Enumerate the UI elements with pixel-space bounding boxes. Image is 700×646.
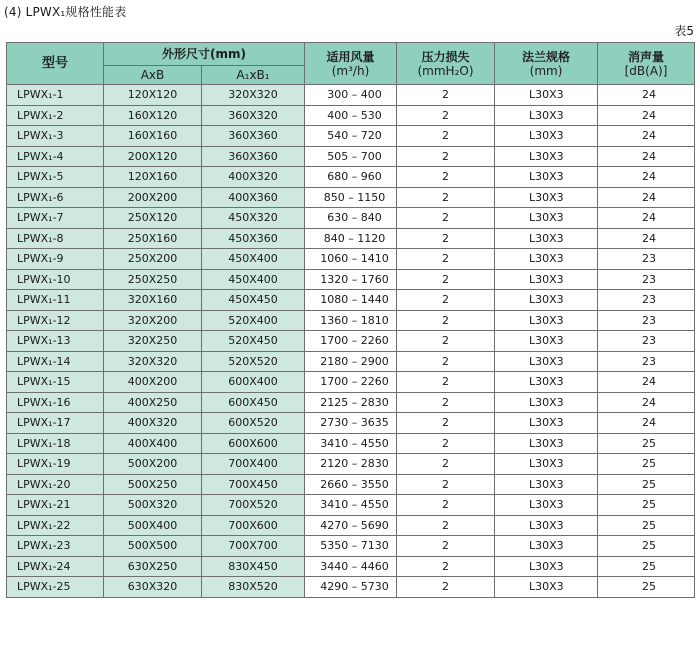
flange-cell: L30X3 — [495, 577, 598, 598]
flange-cell: L30X3 — [495, 310, 598, 331]
axb-cell: 250X120 — [104, 208, 202, 229]
pressure-cell: 2 — [397, 310, 495, 331]
noise-cell: 23 — [598, 351, 695, 372]
axb-cell: 500X500 — [104, 536, 202, 557]
flange-cell: L30X3 — [495, 146, 598, 167]
model-cell: LPWX₁-22 — [7, 515, 104, 536]
model-cell: LPWX₁-9 — [7, 249, 104, 270]
pressure-cell: 2 — [397, 413, 495, 434]
airflow-cell: 3410 – 4550 — [305, 433, 397, 454]
a1xb1-cell: 520X520 — [202, 351, 305, 372]
pressure-cell: 2 — [397, 290, 495, 311]
axb-cell: 320X320 — [104, 351, 202, 372]
header-airflow — [305, 43, 397, 85]
pressure-cell: 2 — [397, 536, 495, 557]
noise-cell: 25 — [598, 536, 695, 557]
pressure-cell: 2 — [397, 392, 495, 413]
header-noise-label: 消声量 — [628, 49, 665, 64]
model-cell: LPWX₁-3 — [7, 126, 104, 147]
table-row — [7, 474, 695, 495]
pressure-cell: 2 — [397, 495, 495, 516]
model-cell: LPWX₁-4 — [7, 146, 104, 167]
airflow-cell: 1700 – 2260 — [305, 331, 397, 352]
airflow-cell: 3410 – 4550 — [305, 495, 397, 516]
model-cell: LPWX₁-20 — [7, 474, 104, 495]
table-row — [7, 187, 695, 208]
a1xb1-cell: 700X400 — [202, 454, 305, 475]
flange-cell: L30X3 — [495, 413, 598, 434]
axb-cell: 320X200 — [104, 310, 202, 331]
noise-cell: 23 — [598, 269, 695, 290]
airflow-cell: 1700 – 2260 — [305, 372, 397, 393]
table-row — [7, 556, 695, 577]
model-cell: LPWX₁-6 — [7, 187, 104, 208]
a1xb1-cell: 450X450 — [202, 290, 305, 311]
a1xb1-cell: 600X400 — [202, 372, 305, 393]
airflow-cell: 1360 – 1810 — [305, 310, 397, 331]
pressure-cell: 2 — [397, 85, 495, 106]
airflow-cell: 400 – 530 — [305, 105, 397, 126]
table-row — [7, 433, 695, 454]
header-airflow-unit: (m³/h) — [331, 63, 370, 78]
a1xb1-cell: 520X400 — [202, 310, 305, 331]
table-row — [7, 351, 695, 372]
noise-cell: 23 — [598, 290, 695, 311]
a1xb1-cell: 600X520 — [202, 413, 305, 434]
table-row — [7, 310, 695, 331]
pressure-cell: 2 — [397, 515, 495, 536]
a1xb1-cell: 830X450 — [202, 556, 305, 577]
flange-cell: L30X3 — [495, 556, 598, 577]
table-row — [7, 413, 695, 434]
table-row — [7, 290, 695, 311]
table-row — [7, 249, 695, 270]
table-row — [7, 269, 695, 290]
axb-cell: 500X400 — [104, 515, 202, 536]
a1xb1-cell: 450X360 — [202, 228, 305, 249]
header-flange-unit: (mm) — [529, 63, 563, 78]
noise-cell: 23 — [598, 331, 695, 352]
table-row — [7, 208, 695, 229]
table-row — [7, 536, 695, 557]
a1xb1-cell: 360X360 — [202, 146, 305, 167]
table-header — [7, 43, 695, 85]
noise-cell: 25 — [598, 495, 695, 516]
model-cell: LPWX₁-14 — [7, 351, 104, 372]
a1xb1-cell: 450X320 — [202, 208, 305, 229]
pressure-cell: 2 — [397, 269, 495, 290]
table-row — [7, 331, 695, 352]
header-model: 型号 — [7, 43, 104, 85]
pressure-cell: 2 — [397, 577, 495, 598]
airflow-cell: 2125 – 2830 — [305, 392, 397, 413]
model-cell: LPWX₁-2 — [7, 105, 104, 126]
airflow-cell: 4290 – 5730 — [305, 577, 397, 598]
axb-cell: 400X400 — [104, 433, 202, 454]
pressure-cell: 2 — [397, 167, 495, 188]
pressure-cell: 2 — [397, 454, 495, 475]
axb-cell: 320X250 — [104, 331, 202, 352]
model-cell: LPWX₁-7 — [7, 208, 104, 229]
airflow-cell: 1060 – 1410 — [305, 249, 397, 270]
header-outer-dims: 外形尺寸(mm) — [104, 43, 305, 66]
a1xb1-cell: 700X520 — [202, 495, 305, 516]
model-cell: LPWX₁-5 — [7, 167, 104, 188]
noise-cell: 25 — [598, 474, 695, 495]
axb-cell: 250X250 — [104, 269, 202, 290]
flange-cell: L30X3 — [495, 85, 598, 106]
noise-cell: 25 — [598, 454, 695, 475]
flange-cell: L30X3 — [495, 495, 598, 516]
pressure-cell: 2 — [397, 187, 495, 208]
airflow-cell: 2120 – 2830 — [305, 454, 397, 475]
pressure-cell: 2 — [397, 372, 495, 393]
flange-cell: L30X3 — [495, 433, 598, 454]
pressure-cell: 2 — [397, 351, 495, 372]
table-number: 表5 — [674, 24, 694, 38]
airflow-cell: 2660 – 3550 — [305, 474, 397, 495]
airflow-cell: 1080 – 1440 — [305, 290, 397, 311]
a1xb1-cell: 520X450 — [202, 331, 305, 352]
noise-cell: 24 — [598, 105, 695, 126]
spec-table — [6, 42, 695, 598]
table-row — [7, 85, 695, 106]
flange-cell: L30X3 — [495, 105, 598, 126]
pressure-cell: 2 — [397, 126, 495, 147]
a1xb1-cell: 450X400 — [202, 249, 305, 270]
noise-cell: 24 — [598, 228, 695, 249]
flange-cell: L30X3 — [495, 249, 598, 270]
pressure-cell: 2 — [397, 433, 495, 454]
pressure-cell: 2 — [397, 208, 495, 229]
noise-cell: 25 — [598, 577, 695, 598]
airflow-cell: 2180 – 2900 — [305, 351, 397, 372]
axb-cell: 250X200 — [104, 249, 202, 270]
table-row — [7, 392, 695, 413]
axb-cell: 160X120 — [104, 105, 202, 126]
model-cell: LPWX₁-18 — [7, 433, 104, 454]
a1xb1-cell: 600X450 — [202, 392, 305, 413]
axb-cell: 250X160 — [104, 228, 202, 249]
axb-cell: 200X120 — [104, 146, 202, 167]
airflow-cell: 3440 – 4460 — [305, 556, 397, 577]
axb-cell: 120X160 — [104, 167, 202, 188]
pressure-cell: 2 — [397, 146, 495, 167]
pressure-cell: 2 — [397, 228, 495, 249]
header-pressure-unit: (mmH₂O) — [417, 63, 474, 78]
a1xb1-cell: 400X360 — [202, 187, 305, 208]
a1xb1-cell: 830X520 — [202, 577, 305, 598]
noise-cell: 25 — [598, 433, 695, 454]
a1xb1-cell: 700X450 — [202, 474, 305, 495]
pressure-cell: 2 — [397, 556, 495, 577]
model-cell: LPWX₁-23 — [7, 536, 104, 557]
header-flange-label: 法兰规格 — [522, 49, 571, 64]
noise-cell: 24 — [598, 85, 695, 106]
noise-cell: 24 — [598, 372, 695, 393]
noise-cell: 24 — [598, 392, 695, 413]
model-cell: LPWX₁-12 — [7, 310, 104, 331]
axb-cell: 630X250 — [104, 556, 202, 577]
flange-cell: L30X3 — [495, 392, 598, 413]
pressure-cell: 2 — [397, 474, 495, 495]
table-row — [7, 167, 695, 188]
axb-cell: 500X250 — [104, 474, 202, 495]
model-cell: LPWX₁-21 — [7, 495, 104, 516]
noise-cell: 24 — [598, 146, 695, 167]
flange-cell: L30X3 — [495, 454, 598, 475]
flange-cell: L30X3 — [495, 187, 598, 208]
airflow-cell: 850 – 1150 — [305, 187, 397, 208]
header-axb: AxB — [104, 66, 202, 85]
flange-cell: L30X3 — [495, 228, 598, 249]
a1xb1-cell: 700X600 — [202, 515, 305, 536]
a1xb1-cell: 600X600 — [202, 433, 305, 454]
flange-cell: L30X3 — [495, 208, 598, 229]
axb-cell: 160X160 — [104, 126, 202, 147]
document-title: (4) LPWX₁规格性能表 — [4, 5, 127, 19]
a1xb1-cell: 360X320 — [202, 105, 305, 126]
table-row — [7, 495, 695, 516]
header-pressure-label: 压力损失 — [421, 49, 470, 64]
a1xb1-cell: 320X320 — [202, 85, 305, 106]
noise-cell: 24 — [598, 167, 695, 188]
header-noise-unit: [dB(A)] — [624, 63, 668, 78]
flange-cell: L30X3 — [495, 351, 598, 372]
flange-cell: L30X3 — [495, 126, 598, 147]
header-a1xb1: A₁xB₁ — [202, 66, 305, 85]
noise-cell: 23 — [598, 249, 695, 270]
model-cell: LPWX₁-1 — [7, 85, 104, 106]
table-row — [7, 146, 695, 167]
flange-cell: L30X3 — [495, 331, 598, 352]
table-row — [7, 228, 695, 249]
model-cell: LPWX₁-16 — [7, 392, 104, 413]
noise-cell: 23 — [598, 310, 695, 331]
model-cell: LPWX₁-11 — [7, 290, 104, 311]
table-row — [7, 126, 695, 147]
table-row — [7, 454, 695, 475]
header-airflow-label: 适用风量 — [326, 49, 375, 64]
header-pressure — [397, 43, 495, 85]
table-row — [7, 577, 695, 598]
axb-cell: 120X120 — [104, 85, 202, 106]
a1xb1-cell: 400X320 — [202, 167, 305, 188]
a1xb1-cell: 360X360 — [202, 126, 305, 147]
airflow-cell: 2730 – 3635 — [305, 413, 397, 434]
model-cell: LPWX₁-8 — [7, 228, 104, 249]
header-noise — [598, 43, 695, 85]
pressure-cell: 2 — [397, 249, 495, 270]
model-cell: LPWX₁-17 — [7, 413, 104, 434]
model-cell: LPWX₁-19 — [7, 454, 104, 475]
table-row — [7, 105, 695, 126]
model-cell: LPWX₁-13 — [7, 331, 104, 352]
a1xb1-cell: 700X700 — [202, 536, 305, 557]
flange-cell: L30X3 — [495, 167, 598, 188]
flange-cell: L30X3 — [495, 474, 598, 495]
airflow-cell: 1320 – 1760 — [305, 269, 397, 290]
header-flange — [495, 43, 598, 85]
flange-cell: L30X3 — [495, 536, 598, 557]
airflow-cell: 540 – 720 — [305, 126, 397, 147]
axb-cell: 400X320 — [104, 413, 202, 434]
noise-cell: 24 — [598, 187, 695, 208]
flange-cell: L30X3 — [495, 269, 598, 290]
airflow-cell: 300 – 400 — [305, 85, 397, 106]
noise-cell: 25 — [598, 556, 695, 577]
airflow-cell: 5350 – 7130 — [305, 536, 397, 557]
table-row — [7, 515, 695, 536]
noise-cell: 25 — [598, 515, 695, 536]
axb-cell: 500X200 — [104, 454, 202, 475]
axb-cell: 320X160 — [104, 290, 202, 311]
noise-cell: 24 — [598, 126, 695, 147]
airflow-cell: 680 – 960 — [305, 167, 397, 188]
pressure-cell: 2 — [397, 105, 495, 126]
flange-cell: L30X3 — [495, 290, 598, 311]
axb-cell: 200X200 — [104, 187, 202, 208]
flange-cell: L30X3 — [495, 515, 598, 536]
model-cell: LPWX₁-15 — [7, 372, 104, 393]
axb-cell: 400X200 — [104, 372, 202, 393]
axb-cell: 400X250 — [104, 392, 202, 413]
airflow-cell: 4270 – 5690 — [305, 515, 397, 536]
noise-cell: 24 — [598, 208, 695, 229]
airflow-cell: 840 – 1120 — [305, 228, 397, 249]
axb-cell: 500X320 — [104, 495, 202, 516]
table-row — [7, 372, 695, 393]
airflow-cell: 630 – 840 — [305, 208, 397, 229]
model-cell: LPWX₁-25 — [7, 577, 104, 598]
airflow-cell: 505 – 700 — [305, 146, 397, 167]
table-body — [7, 85, 695, 598]
a1xb1-cell: 450X400 — [202, 269, 305, 290]
pressure-cell: 2 — [397, 331, 495, 352]
noise-cell: 24 — [598, 413, 695, 434]
flange-cell: L30X3 — [495, 372, 598, 393]
model-cell: LPWX₁-10 — [7, 269, 104, 290]
axb-cell: 630X320 — [104, 577, 202, 598]
model-cell: LPWX₁-24 — [7, 556, 104, 577]
